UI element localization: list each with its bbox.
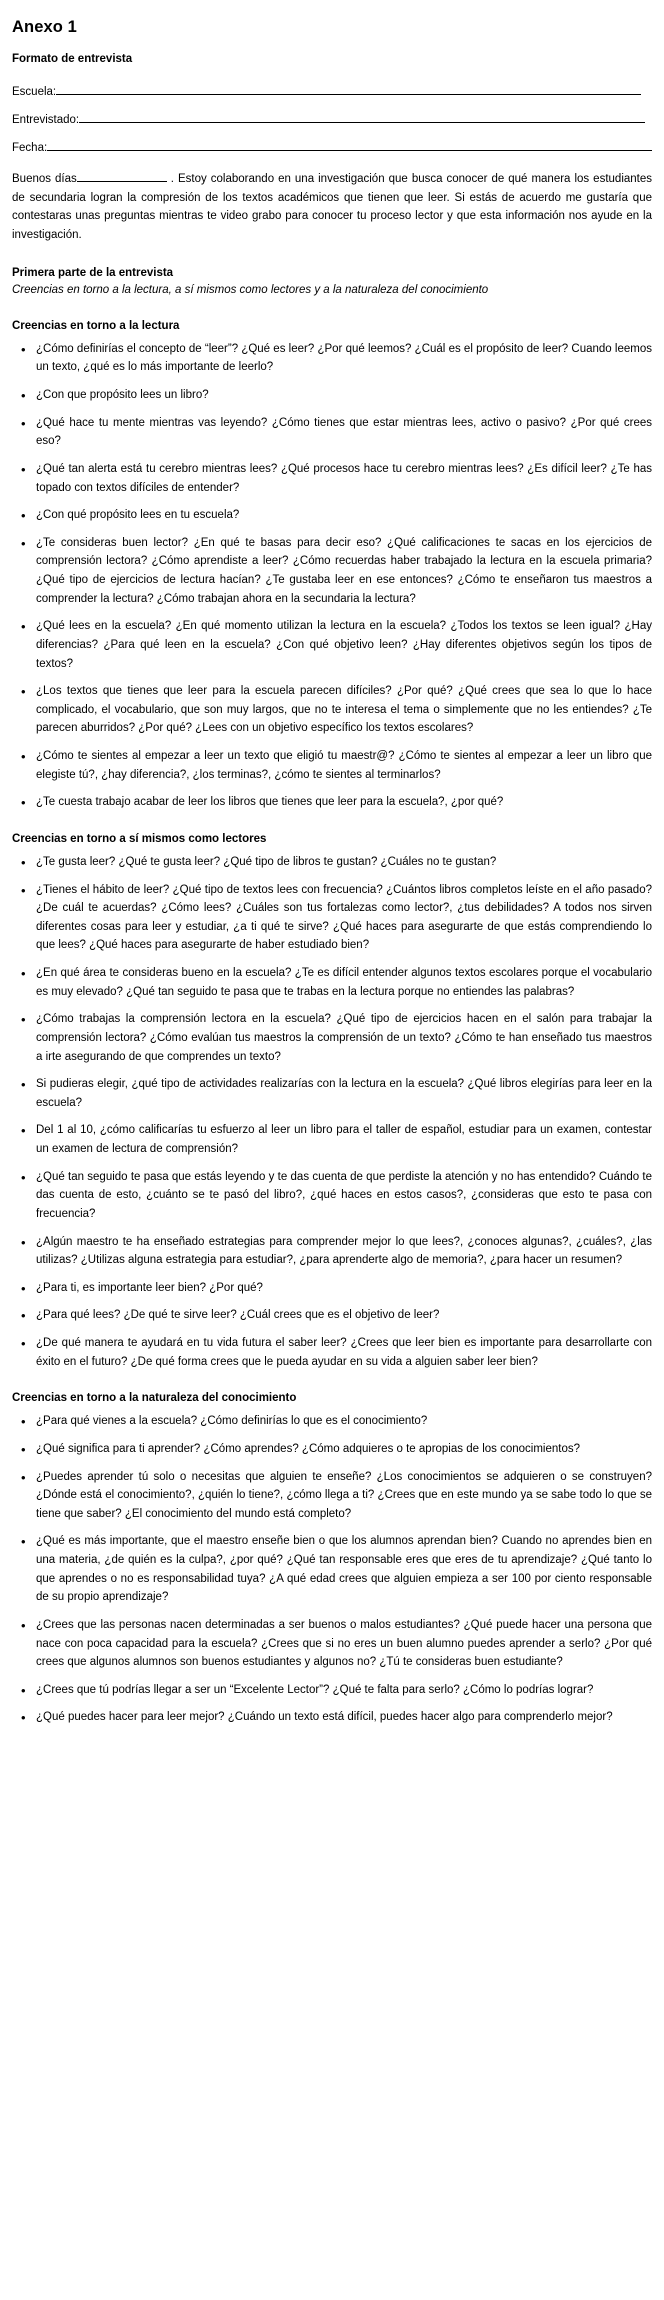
list-item: • ¿Puedes aprender tú solo o necesitas que alguien te enseñe? ¿Los conocimientos se adquieren o se construyen? ¿Dónde está el conocimiento?, ¿quién lo tiene?, ¿cómo llega a ti? ¿Crees que en este mundo ya se sabe todo lo que se tiene que saber? ¿El conocimiento del mundo está completo? — [12, 1468, 652, 1524]
field-entrevistado — [12, 111, 652, 126]
field-escuela-label: Escuela: — [12, 86, 57, 98]
list-item: • ¿Te consideras buen lector? ¿En qué te basas para decir eso? ¿Qué calificaciones te sacas en los ejercicios de comprensión lectora? ¿Cómo aprendiste a leer? ¿Cómo recuerdas haber trabajado la lectura en la escuela primaria? ¿Qué tipo de ejercicios de lectura hacían? ¿Te gustaba leer en ese entonces? ¿Cómo te enseñaron tus maestros a comprender la lectura? ¿Cómo trabajan ahora en la secundaria la lectura? — [12, 534, 652, 609]
list-item: • ¿Tienes el hábito de leer? ¿Qué tipo de textos lees con frecuencia? ¿Cuántos libros completos leíste en el año pasado? ¿De cuál te acuerdas? ¿Cómo lees? ¿Cuáles son tus fortalezas como lector?, ¿tus debilidades? A todos nos sirven diferentes cosas para leer y estudiar, ¿a ti qué te sirve? ¿Qué haces para asegurarte de que estás comprendiendo lo que lees? ¿Qué haces para asegurarte de haber estudiado bien? — [12, 881, 652, 956]
list-item: • Del 1 al 10, ¿cómo calificarías tu esfuerzo al leer un libro para el taller de español, estudiar para un examen, contestar un examen de lectura de comprensión? — [12, 1121, 652, 1158]
form-subtitle: Formato de entrevista — [12, 53, 133, 65]
list-item: • ¿Qué hace tu mente mientras vas leyendo? ¿Cómo tienes que estar mientras lees, activo o pasivo? ¿Por qué crees eso? — [12, 414, 652, 451]
part-heading: Primera parte de la entrevista — [12, 266, 174, 279]
intro-name-blank[interactable] — [77, 171, 167, 182]
list-item: • ¿Para ti, es importante leer bien? ¿Por qué? — [12, 1279, 652, 1298]
list-item: • ¿Qué es más importante, que el maestro enseñe bien o que los alumnos aprendan bien? Cuando no aprendes bien en una materia, ¿de quién es la culpa?, ¿por qué? ¿Qué tan responsable eres que eres de tu aprendizaje? ¿Qué tanto lo que aprendes o no es responsabilidad tuya? ¿A qué edad crees que alguien empieza a ser 100 por ciento responsable de su propio aprendizaje? — [12, 1532, 652, 1607]
field-fecha-label: Fecha: — [12, 142, 48, 154]
list-item: • ¿Qué puedes hacer para leer mejor? ¿Cuándo un texto está difícil, puedes hacer algo para comprenderlo mejor? — [12, 1708, 652, 1727]
intro-before-blank: Buenos días — [12, 173, 77, 185]
page-title: Anexo 1 — [12, 18, 77, 36]
list-item: • ¿Cómo definirías el concepto de “leer”? ¿Qué es leer? ¿Por qué leemos? ¿Cuál es el propósito de leer? Cuando leemos un texto, ¿qué es lo más importante de leerlo? — [12, 340, 652, 377]
list-item: • ¿Cómo te sientes al empezar a leer un texto que eligió tu maestr@? ¿Cómo te sientes al empezar a leer un libro que elegiste tú?, ¿hay diferencia?, ¿los terminas?, ¿cómo te sientes al terminarlos? — [12, 747, 652, 784]
question-list-lectores — [12, 853, 652, 1371]
list-item: • ¿Te gusta leer? ¿Qué te gusta leer? ¿Qué tipo de libros te gustan? ¿Cuáles no te gustan? — [12, 853, 652, 872]
list-item: • ¿En qué área te consideras bueno en la escuela? ¿Te es difícil entender algunos textos escolares porque el vocabulario es muy elevado? ¿Qué tan seguido te pasa que te trabas en la lectura porque no entiendes las palabras? — [12, 964, 652, 1001]
part-subtitle: Creencias en torno a la lectura, a sí mismos como lectores y a la naturaleza del conocimiento — [12, 283, 489, 296]
field-entrevistado-input[interactable] — [79, 111, 645, 123]
intro-paragraph — [12, 170, 652, 245]
field-escuela — [12, 83, 652, 98]
list-item: • ¿Los textos que tienes que leer para la escuela parecen difíciles? ¿Por qué? ¿Qué crees que sea lo que lo hace complicado, el vocabulario, que son muy largos, que no te interesa el tema o simplemente que no les entiendes? ¿Te parecen aburridos? ¿Por qué? ¿Lees con un objetivo específico los textos escolares? — [12, 682, 652, 738]
section-heading-lectura: Creencias en torno a la lectura — [12, 319, 180, 332]
list-item: • ¿Para qué vienes a la escuela? ¿Cómo definirías lo que es el conocimiento? — [12, 1412, 652, 1431]
list-item: • ¿Con que propósito lees un libro? — [12, 386, 652, 405]
list-item: • ¿Con qué propósito lees en tu escuela? — [12, 506, 652, 525]
field-fecha — [12, 139, 652, 154]
field-entrevistado-label: Entrevistado: — [12, 114, 80, 126]
list-item: • ¿Cómo trabajas la comprensión lectora en la escuela? ¿Qué tipo de ejercicios hacen en el salón para trabajar la comprensión lectora? ¿Cómo evalúan tus maestros la comprensión de un texto? ¿Cómo te han enseñado tus maestros a irte asegurando de que comprendes un texto? — [12, 1010, 652, 1066]
list-item: • ¿Crees que las personas nacen determinadas a ser buenos o malos estudiantes? ¿Qué puede hacer una persona que nace con poca capacidad para la escuela? ¿Crees que si no eres un buen alumno puedes aprender a serlo? ¿Por qué crees que algunos alumnos son buenos estudiantes y algunos no? ¿Tú te consideras buen estudiante? — [12, 1616, 652, 1672]
list-item: • ¿Qué lees en la escuela? ¿En qué momento utilizan la lectura en la escuela? ¿Todos los textos se leen igual? ¿Hay diferencias? ¿Para qué leen en la escuela? ¿Con qué objetivo leen? ¿Hay diferentes objetivos según los tipos de textos? — [12, 617, 652, 673]
list-item: • ¿Para qué lees? ¿De qué te sirve leer? ¿Cuál crees que es el objetivo de leer? — [12, 1306, 652, 1325]
list-item: • ¿Qué significa para ti aprender? ¿Cómo aprendes? ¿Cómo adquieres o te apropias de los conocimientos? — [12, 1440, 652, 1459]
list-item: • ¿Te cuesta trabajo acabar de leer los libros que tienes que leer para la escuela?, ¿por qué? — [12, 793, 652, 812]
question-list-lectura — [12, 340, 652, 812]
field-fecha-input[interactable] — [47, 139, 652, 151]
list-item: • ¿Algún maestro te ha enseñado estrategias para comprender mejor lo que lees?, ¿conoces algunas?, ¿cuáles?, ¿las utilizas? ¿Utilizas alguna estrategia para estudiar?, ¿para aprenderte algo de memoria?, ¿para hacer un resumen? — [12, 1233, 652, 1270]
list-item: • ¿De qué manera te ayudará en tu vida futura el saber leer? ¿Crees que leer bien es importante para desarrollarte con éxito en el futuro? ¿De qué forma crees que le pueda ayudar en su vida a alguien saber leer bien? — [12, 1334, 652, 1371]
question-list-conocimiento — [12, 1412, 652, 1727]
list-item: • ¿Qué tan alerta está tu cerebro mientras lees? ¿Qué procesos hace tu cerebro mientras lees? ¿Es difícil leer? ¿Te has topado con textos difíciles de entender? — [12, 460, 652, 497]
section-heading-conocimiento: Creencias en torno a la naturaleza del conocimiento — [12, 1392, 297, 1405]
field-escuela-input[interactable] — [56, 83, 641, 95]
list-item: • ¿Qué tan seguido te pasa que estás leyendo y te das cuenta de que perdiste la atención y no has entendido? Cuándo te das cuenta de esto, ¿cuánto se te pasó del libro?, ¿qué haces en estos casos?, ¿consideras que esto te pasa con frecuencia? — [12, 1168, 652, 1224]
list-item: • ¿Crees que tú podrías llegar a ser un “Excelente Lector”? ¿Qué te falta para serlo? ¿Cómo lo podrías lograr? — [12, 1681, 652, 1700]
list-item: • Si pudieras elegir, ¿qué tipo de actividades realizarías con la lectura en la escuela? ¿Qué libros elegirías para leer en la escuela? — [12, 1075, 652, 1112]
section-heading-lectores: Creencias en torno a sí mismos como lectores — [12, 832, 267, 845]
intro-after-blank: . Estoy colaborando en una investigación que busca conocer de qué manera los estudiantes de secundaria logran la compresión de los textos académicos que tienen que leer. Si estás de acuerdo me gustaría que contestaras unas preguntas mientras te video grabo para conocer tu proceso lector y que esta información nos ayude en la investigación. — [12, 173, 653, 241]
